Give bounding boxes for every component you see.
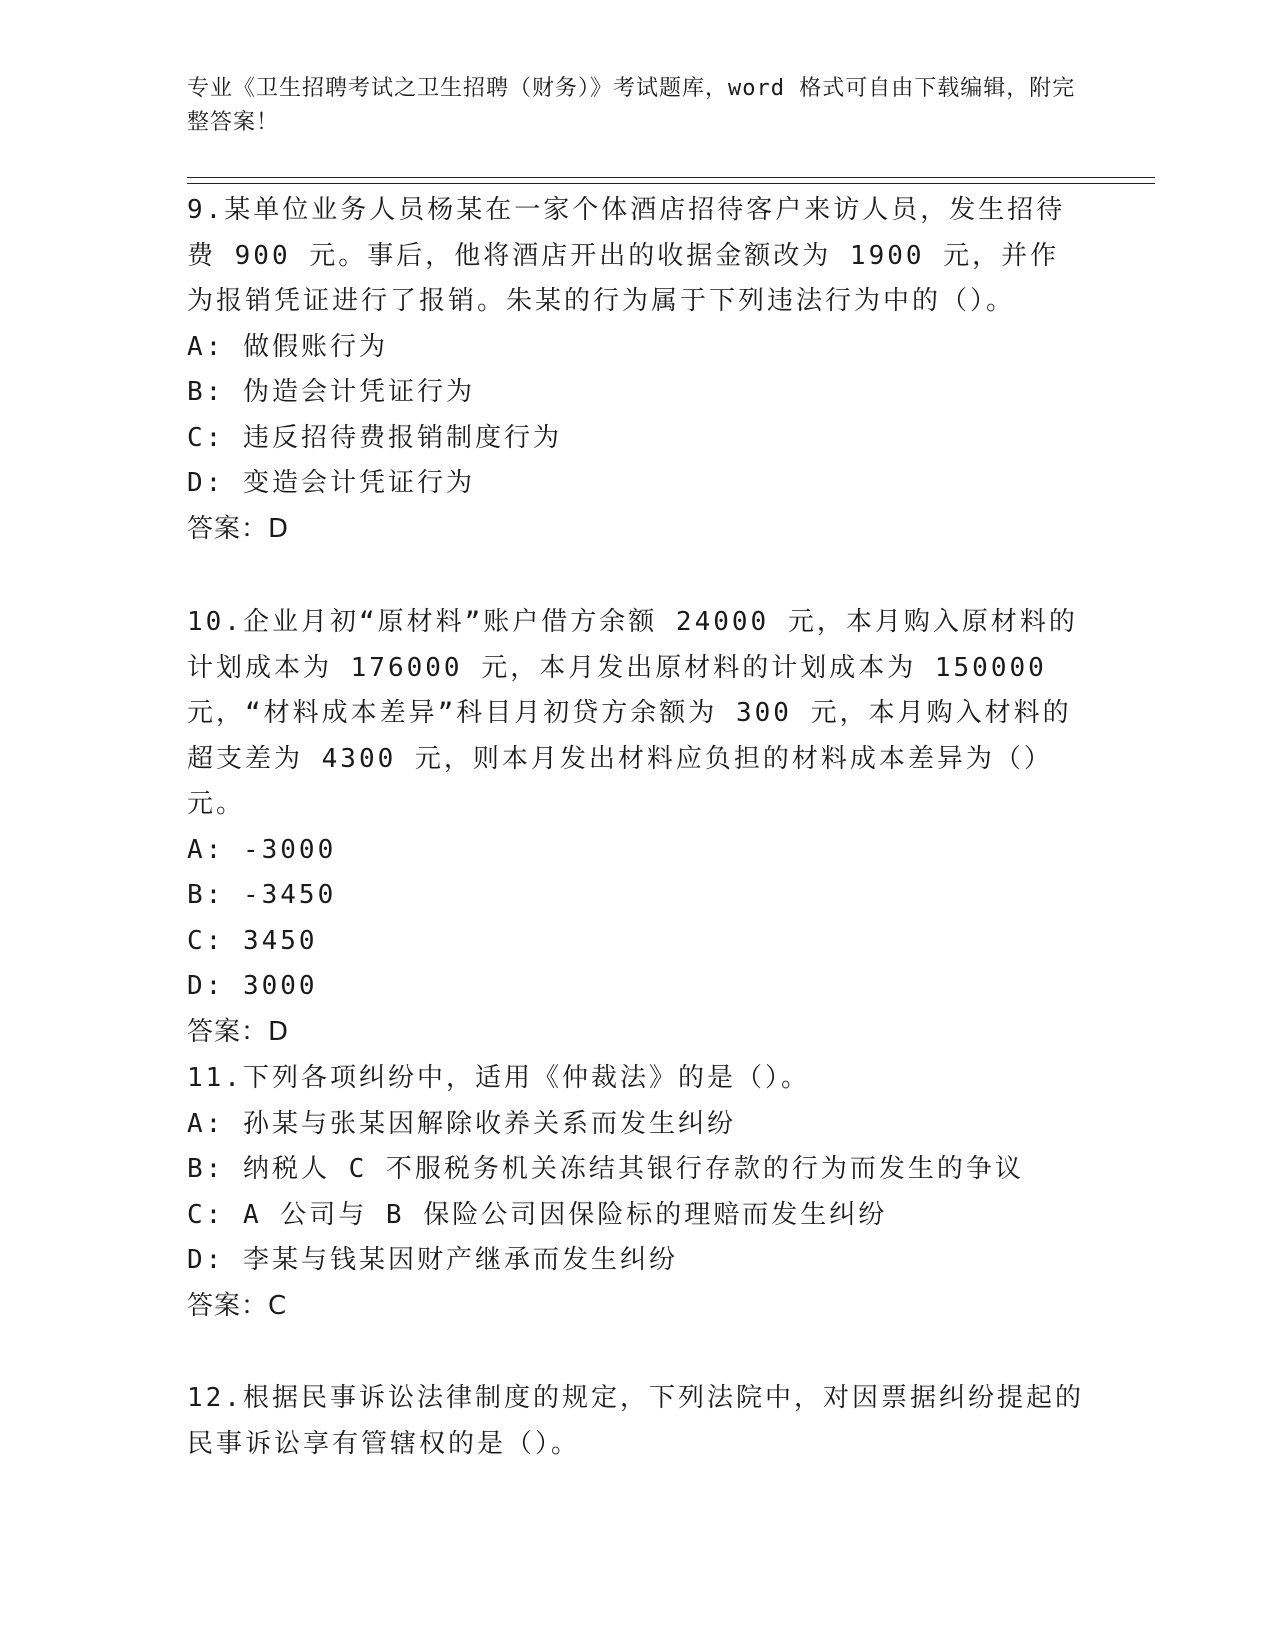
document-header xyxy=(187,72,1087,140)
option-c: C: 违反招待费报销制度行为 xyxy=(187,422,562,453)
header-divider-bottom xyxy=(187,183,1155,184)
question-9 xyxy=(187,188,1087,552)
option-d: D: 变造会计凭证行为 xyxy=(187,468,475,498)
question-stem: 11.下列各项纠纷中，适用《仲裁法》的是（）。 xyxy=(187,1063,810,1093)
option-a: A: 做假账行为 xyxy=(187,331,388,362)
question-12 xyxy=(187,1376,1087,1467)
option-a: A: -3000 xyxy=(187,834,337,865)
question-stem: 12.根据民事诉讼法律制度的规定，下列法院中，对因票据纠纷提起的民事诉讼享有管辖权的是（）。 xyxy=(187,1383,1084,1459)
question-stem: 9.某单位业务人员杨某在一家个体酒店招待客户来访人员，发生招待费 900 元。事后，他将酒店开出的收据金额改为 1900 元，并作为报销凭证进行了报销。朱某的行为属于下列违法行为中的（）。 xyxy=(187,195,1066,316)
header-text: 专业《卫生招聘考试之卫生招聘（财务）》考试题库，word 格式可自由下载编辑，附完整答案！ xyxy=(187,76,1076,135)
option-c: C: 3450 xyxy=(187,925,318,956)
question-10 xyxy=(187,600,1087,1055)
option-b: B: -3450 xyxy=(187,880,337,910)
question-stem: 10.企业月初“原材料”账户借方余额 24000 元，本月购入原材料的计划成本为 176000 元，本月发出原材料的计划成本为 150000 元，“材料成本差异”科目月初贷方余额为 300 元，本月购入材料的超支差为 4300 元，则本月发出材料应负担的材料成本差异为（）元。 xyxy=(187,607,1078,819)
option-d: D: 3000 xyxy=(187,971,318,1001)
option-a: A: 孙某与张某因解除收养关系而发生纠纷 xyxy=(187,1108,736,1139)
answer: 答案：C xyxy=(187,1290,288,1321)
option-d: D: 李某与钱某因财产继承而发生纠纷 xyxy=(187,1245,678,1275)
option-b: B: 伪造会计凭证行为 xyxy=(187,377,475,407)
answer: 答案：D xyxy=(187,1016,290,1047)
question-11 xyxy=(187,1056,1087,1329)
option-c: C: A 公司与 B 保险公司因保险标的理赔而发生纠纷 xyxy=(187,1199,888,1230)
option-b: B: 纳税人 C 不服税务机关冻结其银行存款的行为而发生的争议 xyxy=(187,1154,1024,1184)
header-divider-top xyxy=(187,177,1155,178)
answer: 答案：D xyxy=(187,513,290,544)
